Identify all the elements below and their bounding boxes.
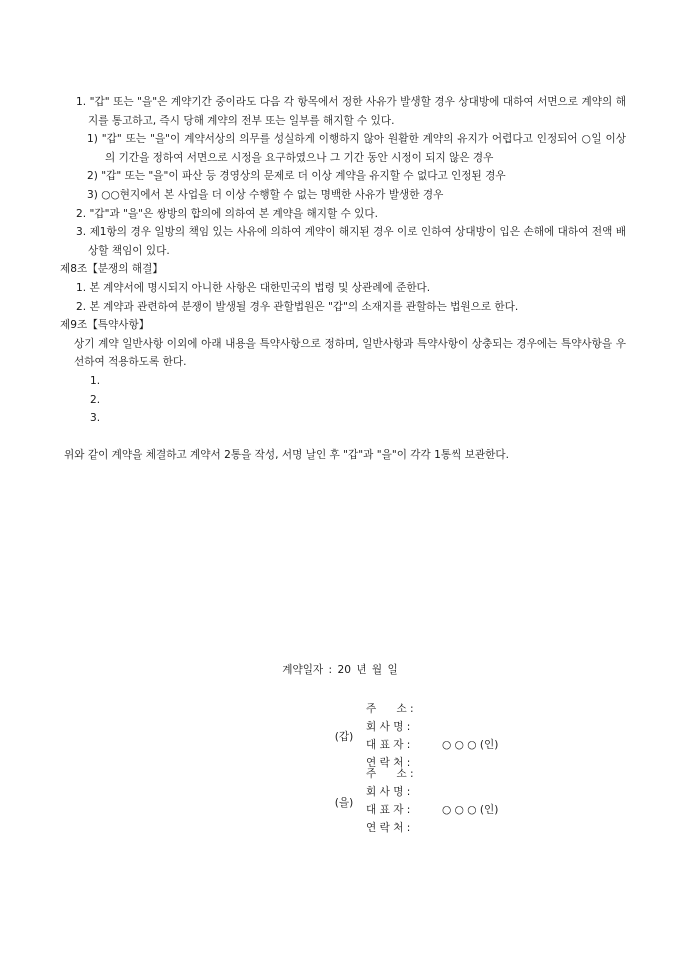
contract-date: 계약일자 : 20 년 월 일 — [282, 664, 398, 676]
special-terms-text: 상기 계약 일반사항 이외에 아래 내용을 특약사항으로 정하며, 일반사항과 특약사항이 상충되는 경우에는 특약사항을 우선하여 적용하도록 한다. — [74, 337, 626, 369]
party-b-contact: 연 락 처 : — [366, 822, 411, 834]
closing-statement: 위와 같이 계약을 체결하고 계약서 2통을 작성, 서명 날인 후 "갑"과 "을"이 각각 1통씩 보관한다. — [64, 448, 510, 461]
termination-reason-2: 2) "갑" 또는 "을"이 파산 등 경영상의 문제로 더 이상 계약을 유지할 수 없다고 인정된 경우 — [87, 170, 506, 183]
special-term-1: 1. — [90, 374, 101, 387]
dispute-clause-2: 2. 본 계약과 관련하여 분쟁이 발생될 경우 관할법원은 "갑"의 소재지를 관할하는 법원으로 한다. — [76, 300, 519, 313]
termination-reason-3: 3) ○○현지에서 본 사업을 더 이상 수행할 수 없는 명백한 사유가 발생한 경우 — [87, 188, 444, 201]
termination-reason-1: 1) "갑" 또는 "을"이 계약서상의 의무를 성실하게 이행하지 않아 원활한 계약의 유지가 어렵다고 인정되어 ○일 이상의 기간을 정하여 서면으로 시정을 요구하였으나 그 기간 동안 시정이 되지 않은 경우 — [87, 133, 626, 164]
contract-clauses — [60, 93, 626, 464]
special-term-2: 2. — [90, 393, 101, 406]
party-a-label: (갑) — [334, 731, 354, 743]
party-b-address: 주 소 : — [366, 768, 414, 780]
party-b-company: 회 사 명 : — [366, 786, 411, 798]
article-8-heading: 제8조【분쟁의 해결】 — [60, 263, 163, 276]
dispute-clause-1: 1. 본 계약서에 명시되지 아니한 사항은 대한민국의 법령 및 상관례에 준한다. — [76, 281, 431, 294]
termination-clause-2: 2. "갑"과 "을"은 쌍방의 합의에 의하여 본 계약을 해지할 수 있다. — [76, 207, 379, 220]
party-a-seal: ○ ○ ○ (인) — [442, 739, 499, 751]
termination-clause-3: 3. 제1항의 경우 일방의 책임 있는 사유에 의하여 계약이 해지된 경우 이로 인하여 상대방이 입은 손해에 대하여 전액 배상할 책임이 있다. — [76, 226, 626, 257]
party-a-representative: 대 표 자 : — [366, 739, 411, 751]
special-term-3: 3. — [90, 412, 101, 425]
article-9-heading: 제9조【특약사항】 — [60, 319, 150, 332]
termination-clause-1: 1. "갑" 또는 "을"은 계약기간 중이라도 다음 각 항목에서 정한 사유가 발생할 경우 상대방에 대하여 서면으로 계약의 해지를 통고하고, 즉시 당해 계약의 전부 또는 일부를 해지할 수 있다. — [76, 96, 626, 127]
party-a-company: 회 사 명 : — [366, 721, 411, 733]
party-a-address: 주 소 : — [366, 703, 414, 715]
party-a-contact: 연 락 처 : — [366, 757, 411, 769]
party-b-seal: ○ ○ ○ (인) — [442, 804, 499, 816]
party-b-representative: 대 표 자 : — [366, 804, 411, 816]
party-b-label: (을) — [334, 797, 354, 809]
